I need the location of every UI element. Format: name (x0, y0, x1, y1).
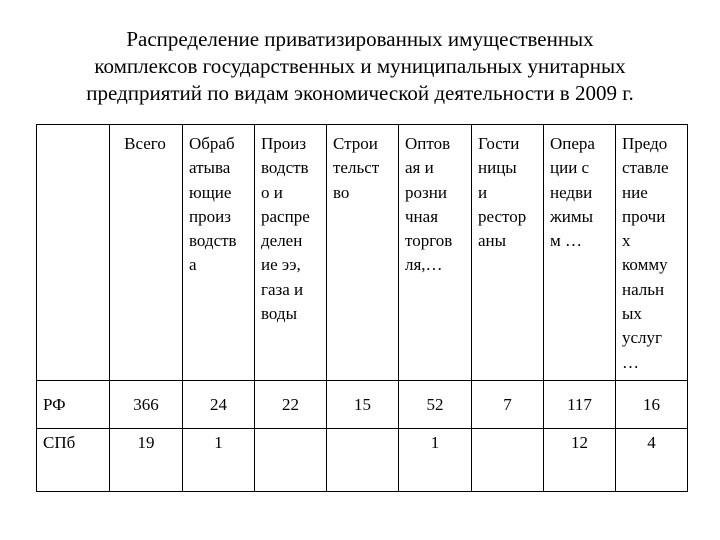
slide-title (20, 26, 700, 107)
table-cell: 15 (327, 381, 399, 429)
privatization-table (36, 124, 688, 492)
table-row (37, 429, 688, 492)
table-cell: 7 (472, 381, 544, 429)
header-cell-utilities: Произ водств о и распре делен ие ээ, газа и воды (255, 125, 327, 381)
title-line-3: предприятий по видам экономической деятельности в 2009 г. (86, 81, 634, 105)
title-line-2: комплексов государственных и муниципальных унитарных (94, 54, 626, 78)
row-label-rf: РФ (37, 381, 110, 429)
table-cell (472, 429, 544, 492)
header-cell-manufacturing: Обраб атыва ющие произ водств а (183, 125, 255, 381)
row-label-spb: СПб (37, 429, 110, 492)
table-cell: 52 (399, 381, 472, 429)
table-cell: 117 (544, 381, 616, 429)
table-cell: 19 (110, 429, 183, 492)
table-cell (327, 429, 399, 492)
header-cell-other-services: Предо ставле ние прочи х комму нальн ых услуг … (616, 125, 688, 381)
table-cell: 22 (255, 381, 327, 429)
header-cell-construction: Строи тельст во (327, 125, 399, 381)
table-cell: 4 (616, 429, 688, 492)
header-cell-hotels: Гости ницы и рестор аны (472, 125, 544, 381)
table-cell (255, 429, 327, 492)
table-cell: 1 (399, 429, 472, 492)
table-cell: 16 (616, 381, 688, 429)
table-cell: 12 (544, 429, 616, 492)
header-cell-real-estate: Опера ции с недви жимы м … (544, 125, 616, 381)
header-cell-total: Всего (110, 125, 183, 381)
table-cell: 366 (110, 381, 183, 429)
table-cell: 1 (183, 429, 255, 492)
table-row (37, 381, 688, 429)
header-row (37, 125, 688, 381)
header-cell-corner (37, 125, 110, 381)
header-cell-trade: Оптов ая и розни чная торгов ля,… (399, 125, 472, 381)
title-line-1: Распределение приватизированных имущественных (126, 27, 594, 51)
table-cell: 24 (183, 381, 255, 429)
